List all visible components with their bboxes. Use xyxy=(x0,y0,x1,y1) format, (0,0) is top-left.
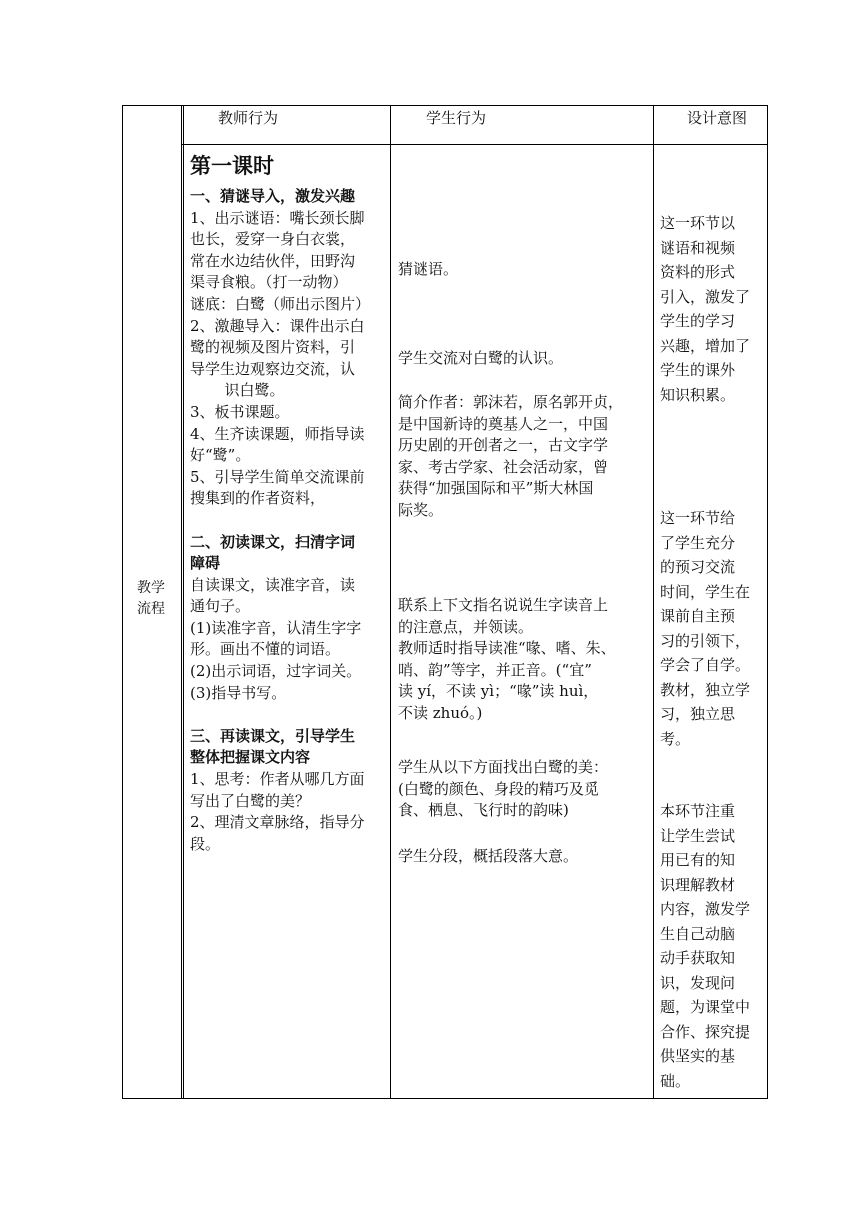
student-paragraph: 学生分段，概括段落大意。 xyxy=(398,847,579,865)
section-1-line: 识白鹭。 xyxy=(224,381,285,400)
section-2-line: 通句子。 xyxy=(190,597,251,616)
author-line: 获得“加强国际和平”斯大林国 xyxy=(398,479,594,498)
section-1-line: 5、引导学生简单交流课前 xyxy=(190,467,365,486)
section-3-line: 写出了白鹭的美？ xyxy=(190,791,311,810)
student-beauty-block xyxy=(398,757,648,822)
intent-line: 课前自主预 xyxy=(660,607,736,625)
section-2-line: 形。画出不懂的词语。 xyxy=(190,640,341,659)
section-1-line: 也长，爱穿一身白衣裳， xyxy=(190,230,356,249)
header-intent: 设计意图 xyxy=(687,109,748,127)
student-pinyin-block xyxy=(398,595,648,725)
teacher-column xyxy=(190,152,386,855)
section-1-line: 导学生边观察边交流，认 xyxy=(190,359,356,378)
intent-line: 让学生尝试 xyxy=(660,826,736,845)
header-bottom-border xyxy=(182,144,768,145)
table-top-border xyxy=(122,105,768,106)
section-1-line: 好“鹭”。 xyxy=(190,446,251,465)
beauty-line: (白鹭的颜色、身段的精巧及觅 xyxy=(398,779,599,798)
intent-line: 识，发现问 xyxy=(660,973,736,992)
header-teacher: 教师行为 xyxy=(218,109,279,127)
intent-line: 用已有的知 xyxy=(660,851,736,869)
section-3-title: 三、再读课文，引导学生 xyxy=(190,726,356,745)
intent-line: 知识积累。 xyxy=(660,385,736,404)
beauty-line: 食、栖息、飞行时的韵味) xyxy=(398,801,569,820)
intent-line: 动手获取知 xyxy=(660,949,736,967)
beauty-line: 学生从以下方面找出白鹭的美： xyxy=(398,758,609,776)
pinyin-line: 读 yí，不读 yì；“喙”读 huì， xyxy=(398,682,599,701)
header-student: 学生行为 xyxy=(426,109,487,127)
intent-line: 学生的课外 xyxy=(660,361,736,379)
intent-line: 础。 xyxy=(660,1071,691,1090)
intent-line: 引入，激发了 xyxy=(660,287,751,306)
intent-line: 考。 xyxy=(660,729,691,748)
section-2-title: 二、初读课文，扫清字词 xyxy=(190,532,356,551)
author-line: 简介作者：郭沫若，原名郭开贞， xyxy=(398,393,624,411)
intent-block-2 xyxy=(660,506,760,751)
intent-line: 资料的形式 xyxy=(660,263,736,281)
intent-line: 的预习交流 xyxy=(660,558,736,576)
table-right-border xyxy=(767,105,768,1099)
pinyin-line: 的注意点，并领读。 xyxy=(398,617,534,636)
pinyin-line: 教师适时指导读准“喙、嗜、朱、 xyxy=(398,639,616,658)
section-3-line: 段。 xyxy=(190,834,221,853)
teacher-col-border xyxy=(390,105,391,1099)
section-1-line: 谜底：白鹭（师出示图片） xyxy=(190,294,371,313)
section-2-line: (3)指导书写。 xyxy=(190,683,287,702)
intent-line: 内容，激发学 xyxy=(660,900,751,918)
section-2-title: 障碍 xyxy=(190,554,221,573)
student-col-border xyxy=(653,105,654,1099)
pinyin-line: 联系上下文指名说说生字读音上 xyxy=(398,596,609,614)
intent-line: 题，为课堂中 xyxy=(660,998,751,1016)
intent-line: 合作、探究提 xyxy=(660,1022,751,1041)
section-1-line: 2、激趣导入：课件出示白 xyxy=(190,316,365,335)
section-2-line: (2)出示词语，过字词关。 xyxy=(190,662,362,681)
lesson-title: 第一课时 xyxy=(190,153,274,178)
intent-line: 本环节注重 xyxy=(660,802,736,820)
table-bottom-border xyxy=(122,1098,768,1099)
intent-line: 这一环节以 xyxy=(660,214,736,232)
author-line: 际奖。 xyxy=(398,500,444,519)
section-1-line: 搜集到的作者资料， xyxy=(190,489,326,508)
pinyin-line: 不读 zhuó。) xyxy=(398,703,483,722)
section-1-line: 常在水边结伙伴，田野沟 xyxy=(190,251,356,270)
author-line: 历史剧的开创者之一，古文字学 xyxy=(398,436,609,455)
section-1-line: 1、出示谜语：嘴长颈长脚 xyxy=(190,208,365,227)
section-2-line: 自读课文，读准字音，读 xyxy=(190,575,356,594)
side-col-border-inner xyxy=(183,105,184,1099)
intent-line: 生自己动脑 xyxy=(660,924,736,943)
intent-line: 这一环节给 xyxy=(660,509,736,527)
pinyin-line: 哨、韵”等字，并正音。(“宜” xyxy=(398,660,592,679)
intent-line: 兴趣，增加了 xyxy=(660,336,751,355)
intent-line: 教材，独立学 xyxy=(660,680,751,699)
intent-line: 时间，学生在 xyxy=(660,582,751,601)
intent-block-3 xyxy=(660,799,760,1093)
intent-line: 习的引领下， xyxy=(660,631,751,650)
side-col-border xyxy=(181,105,182,1099)
intent-line: 谜语和视频 xyxy=(660,238,736,257)
section-3-line: 2、理清文章脉络，指导分 xyxy=(190,813,365,832)
section-2-line: (1)读准字音，认清生字字 xyxy=(190,618,362,637)
author-line: 是中国新诗的奠基人之一，中国 xyxy=(398,414,609,433)
author-line: 家、考古学家、社会活动家，曾 xyxy=(398,457,609,476)
side-label-line: 教学 xyxy=(137,580,165,596)
intent-line: 学生的学习 xyxy=(660,312,736,330)
intent-line: 习，独立思 xyxy=(660,705,736,723)
student-author-block xyxy=(398,392,648,522)
section-1-line: 鹭的视频及图片资料，引 xyxy=(190,338,356,357)
intent-line: 学会了自学。 xyxy=(660,656,751,674)
intent-block-1 xyxy=(660,211,760,407)
student-exchange: 学生交流对白鹭的认识。 xyxy=(398,349,564,367)
intent-line: 识理解教材 xyxy=(660,875,736,894)
section-3-title: 整体把握课文内容 xyxy=(190,748,311,767)
student-guess: 猜谜语。 xyxy=(398,260,459,278)
side-label xyxy=(122,578,180,620)
intent-line: 供坚实的基 xyxy=(660,1047,736,1065)
section-1-title: 一、猜谜导入，激发兴趣 xyxy=(190,187,356,205)
section-1-line: 3、板书课题。 xyxy=(190,402,290,421)
side-label-line: 流程 xyxy=(137,601,165,617)
intent-line: 了学生充分 xyxy=(660,533,736,552)
section-1-line: 渠寻食粮。（打一动物） xyxy=(190,273,348,292)
section-1-line: 4、生齐读课题，师指导读 xyxy=(190,424,365,443)
section-3-line: 1、思考：作者从哪几方面 xyxy=(190,770,365,789)
